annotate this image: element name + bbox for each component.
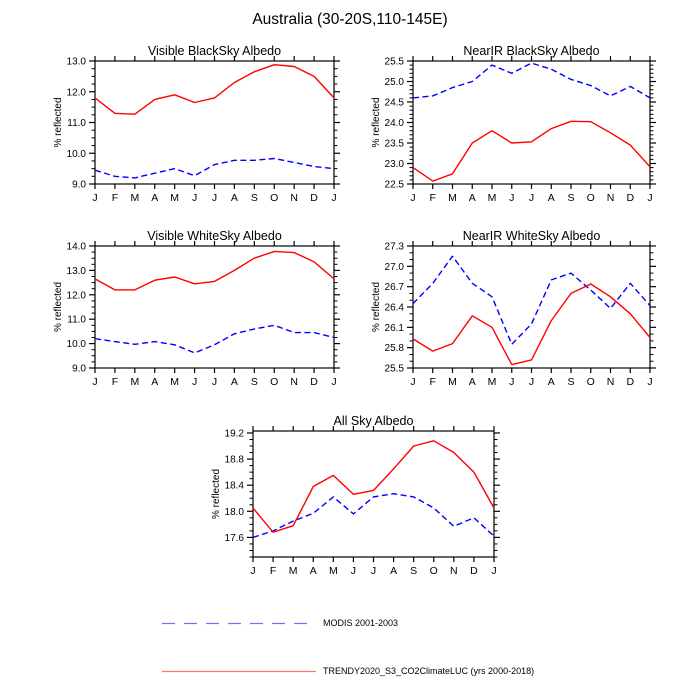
legend-item-trendy	[162, 666, 534, 676]
y-tick-label: 23.5	[384, 138, 404, 150]
y-tick-label: 27.0	[384, 261, 404, 273]
month-label: J	[491, 565, 497, 577]
month-label: F	[429, 192, 436, 204]
y-tick-label: 12.0	[66, 87, 86, 99]
month-label: D	[626, 376, 635, 388]
y-tick-label: 18.4	[224, 480, 244, 492]
month-label: O	[586, 376, 595, 388]
month-label: J	[211, 192, 218, 204]
month-label: F	[111, 376, 119, 388]
y-axis-title: % reflected	[211, 468, 222, 520]
y-tick-label: 23.0	[384, 159, 404, 170]
month-label: D	[310, 192, 318, 204]
month-label: M	[448, 376, 457, 388]
chart-title: Visible WhiteSky Albedo	[147, 229, 282, 243]
plot-frame	[95, 61, 334, 184]
month-label: N	[606, 192, 615, 204]
month-label: N	[450, 565, 458, 577]
plot-frame	[95, 246, 334, 368]
modis-line-sample	[162, 621, 316, 626]
y-tick-label: 9.0	[72, 363, 86, 375]
month-label: M	[288, 565, 298, 577]
month-label: M	[130, 376, 140, 388]
y-axis-title: % reflected	[371, 281, 382, 333]
month-label: A	[230, 192, 238, 204]
y-tick-label: 25.0	[384, 77, 404, 88]
y-tick-label: 11.0	[67, 314, 86, 326]
month-label: A	[547, 376, 555, 388]
month-label: J	[509, 192, 515, 204]
month-label: J	[528, 376, 535, 388]
y-tick-label: 10.0	[66, 339, 86, 351]
trendy-line-sample	[162, 669, 316, 674]
month-label: J	[410, 376, 416, 388]
month-label: A	[230, 376, 238, 388]
y-tick-label: 27.3	[384, 241, 404, 253]
y-axis-title: % reflected	[371, 97, 382, 148]
month-label: J	[410, 192, 416, 204]
y-tick-label: 24.5	[384, 97, 404, 109]
month-label: J	[528, 192, 535, 204]
month-label: J	[350, 565, 357, 577]
month-label: J	[92, 376, 98, 388]
month-label: S	[410, 565, 418, 577]
month-label: D	[626, 192, 635, 204]
series-line-trendy	[95, 65, 334, 115]
y-tick-label: 11.0	[67, 118, 86, 129]
legend-label-modis: MODIS 2001-2003	[323, 618, 399, 628]
legend-item-modis	[162, 618, 398, 628]
y-tick-label: 14.0	[66, 241, 86, 253]
y-tick-label: 26.1	[384, 322, 404, 334]
chart-title: NearIR WhiteSky Albedo	[462, 229, 601, 243]
series-line-trendy	[253, 441, 494, 532]
month-label: O	[270, 192, 279, 204]
y-tick-label: 25.8	[384, 343, 404, 355]
y-tick-label: 18.8	[224, 454, 244, 466]
series-line-trendy	[95, 251, 334, 290]
plot-frame	[413, 61, 650, 184]
series-line-modis	[95, 325, 334, 353]
month-label: F	[429, 376, 436, 388]
y-tick-label: 10.0	[66, 148, 86, 160]
series-line-modis	[413, 63, 650, 98]
month-label: J	[92, 192, 98, 204]
y-tick-label: 19.2	[224, 428, 244, 440]
y-tick-label: 17.6	[224, 532, 244, 544]
month-label: J	[331, 376, 337, 388]
month-label: J	[647, 192, 653, 204]
month-label: J	[370, 565, 377, 577]
month-label: J	[191, 192, 198, 204]
y-axis-title: % reflected	[53, 281, 64, 333]
plot-frame	[253, 431, 494, 557]
month-label: A	[547, 192, 555, 204]
month-label: S	[567, 376, 575, 388]
month-label: N	[290, 376, 298, 388]
month-label: M	[328, 565, 338, 577]
y-tick-label: 13.0	[66, 56, 86, 68]
month-label: J	[250, 565, 256, 577]
month-label: M	[448, 192, 457, 204]
month-label: O	[586, 192, 595, 204]
y-tick-label: 24.0	[384, 118, 404, 129]
series-line-trendy	[413, 284, 650, 365]
month-label: A	[151, 192, 159, 204]
legend-label-trendy: TRENDY2020_S3_CO2ClimateLUC (yrs 2000-2018)	[323, 666, 535, 676]
month-label: A	[390, 565, 398, 577]
month-label: A	[468, 192, 476, 204]
series-line-trendy	[413, 121, 650, 181]
series-line-modis	[253, 494, 494, 538]
month-label: O	[429, 565, 438, 577]
series-line-modis	[95, 159, 334, 178]
y-tick-label: 18.0	[224, 506, 244, 518]
month-label: D	[470, 565, 478, 577]
month-label: N	[290, 192, 298, 204]
y-tick-label: 26.4	[384, 302, 404, 314]
month-label: J	[509, 376, 515, 388]
y-tick-label: 25.5	[384, 363, 404, 375]
y-tick-label: 12.0	[66, 290, 86, 302]
y-tick-label: 26.7	[384, 282, 404, 294]
month-label: N	[606, 376, 615, 388]
y-tick-label: 25.5	[384, 56, 404, 68]
y-tick-label: 22.5	[384, 179, 404, 191]
month-label: M	[487, 376, 497, 388]
month-label: J	[211, 376, 218, 388]
y-axis-title: % reflected	[53, 97, 64, 148]
month-label: A	[151, 376, 159, 388]
month-label: F	[269, 565, 277, 577]
month-label: M	[170, 376, 180, 388]
page-title: Australia (30-20S,110-145E)	[252, 11, 448, 28]
month-label: S	[567, 192, 575, 204]
chart-title: Visible BlackSky Albedo	[147, 44, 282, 58]
y-tick-label: 9.0	[72, 179, 86, 191]
month-label: F	[111, 192, 119, 204]
month-label: O	[270, 376, 279, 388]
month-label: S	[250, 192, 258, 204]
month-label: S	[250, 376, 258, 388]
plot-frame	[413, 246, 650, 368]
month-label: J	[647, 376, 653, 388]
month-label: J	[191, 376, 198, 388]
month-label: A	[468, 376, 476, 388]
chart-title: NearIR BlackSky Albedo	[463, 44, 600, 58]
chart-title: All Sky Albedo	[333, 414, 414, 428]
y-tick-label: 13.0	[66, 265, 86, 277]
month-label: M	[170, 192, 180, 204]
month-label: A	[309, 565, 317, 577]
month-label: M	[487, 192, 497, 204]
month-label: M	[130, 192, 140, 204]
month-label: D	[310, 376, 318, 388]
month-label: J	[331, 192, 337, 204]
